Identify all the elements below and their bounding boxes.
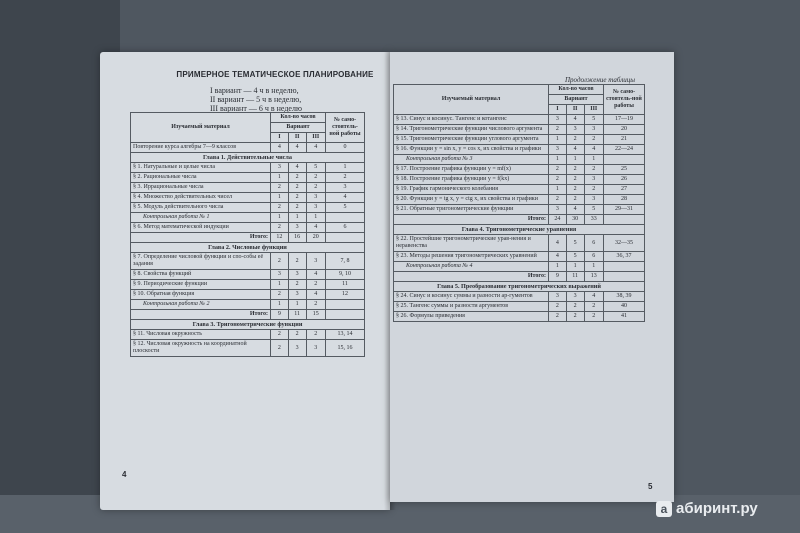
topic-cell: § 20. Функции y = tg x, y = ctg x, их свойства и графики xyxy=(394,195,549,205)
hours-v3: 2 xyxy=(306,300,325,310)
planning-table-right xyxy=(393,84,645,322)
hours-v3: 3 xyxy=(584,195,603,205)
chapter-row xyxy=(131,153,365,163)
hours-v1: 2 xyxy=(271,290,289,300)
chapter-row xyxy=(394,225,645,235)
hours-v2: 4 xyxy=(566,145,584,155)
table-row xyxy=(394,175,645,185)
self-work-number: 26 xyxy=(604,175,645,185)
hours-v3: 2 xyxy=(306,183,325,193)
hours-v1: 1 xyxy=(549,262,567,272)
self-work-number: 15, 16 xyxy=(326,340,365,357)
table-row xyxy=(394,125,645,135)
hours-v3: 4 xyxy=(306,223,325,233)
topic-cell: § 7. Определение числовой функции и спо-собы её задания xyxy=(131,253,271,270)
variant-line: III вариант — 6 ч в неделю xyxy=(210,104,302,113)
hours-v3: 6 xyxy=(584,252,603,262)
self-work-number xyxy=(326,233,365,243)
self-work-number xyxy=(604,155,645,165)
self-work-number: 38, 39 xyxy=(604,292,645,302)
hours-v3: 2 xyxy=(306,280,325,290)
header-v1: I xyxy=(549,105,567,115)
topic-cell: § 8. Свойства функций xyxy=(131,270,271,280)
topic-cell: § 14. Тригонометрические функции числового аргумента xyxy=(394,125,549,135)
header-hours: Кол-во часов xyxy=(549,85,604,95)
header-v2: II xyxy=(288,133,306,143)
hours-v2: 2 xyxy=(288,280,306,290)
self-work-number: 9, 10 xyxy=(326,270,365,280)
variants-list xyxy=(210,86,302,113)
hours-v2: 2 xyxy=(566,135,584,145)
self-work-number: 3 xyxy=(326,183,365,193)
hours-v3: 5 xyxy=(306,163,325,173)
self-work-number xyxy=(604,272,645,282)
topic-cell: § 26. Формулы приведения xyxy=(394,312,549,322)
total-row xyxy=(131,233,365,243)
hours-v3: 1 xyxy=(306,213,325,223)
hours-v2: 2 xyxy=(288,253,306,270)
hours-v3: 1 xyxy=(584,262,603,272)
hours-v1: 2 xyxy=(549,175,567,185)
table-row xyxy=(394,135,645,145)
total-row xyxy=(131,310,365,320)
chapter-title: Глава 2. Числовые функции xyxy=(131,243,365,253)
hours-v1: 3 xyxy=(549,115,567,125)
table-row xyxy=(394,145,645,155)
page-title: ПРИМЕРНОЕ ТЕМАТИЧЕСКОЕ ПЛАНИРОВАНИЕ xyxy=(176,70,374,79)
hours-v2: 1 xyxy=(566,155,584,165)
topic-cell: § 9. Периодические функции xyxy=(131,280,271,290)
hours-v1: 2 xyxy=(271,223,289,233)
hours-v1: 9 xyxy=(549,272,567,282)
topic-cell: Итого: xyxy=(394,215,549,225)
self-work-number: 6 xyxy=(326,223,365,233)
topic-cell: Итого: xyxy=(131,310,271,320)
self-work-number: 20 xyxy=(604,125,645,135)
topic-cell: § 19. График гармонического колебания xyxy=(394,185,549,195)
table-row xyxy=(394,235,645,252)
header-material: Изучаемый материал xyxy=(131,113,271,143)
hours-v2: 2 xyxy=(288,330,306,340)
hours-v3: 3 xyxy=(584,175,603,185)
table-row xyxy=(131,183,365,193)
self-work-number: 28 xyxy=(604,195,645,205)
self-work-number xyxy=(326,213,365,223)
self-work-number: 40 xyxy=(604,302,645,312)
topic-cell: § 11. Числовая окружность xyxy=(131,330,271,340)
hours-v1: 2 xyxy=(271,253,289,270)
topic-cell: § 23. Методы решения тригонометрических уравнений xyxy=(394,252,549,262)
hours-v3: 3 xyxy=(306,253,325,270)
hours-v1: 1 xyxy=(549,135,567,145)
hours-v3: 6 xyxy=(584,235,603,252)
topic-cell: Повторение курса алгебры 7—9 классов xyxy=(131,143,271,153)
self-work-number: 41 xyxy=(604,312,645,322)
hours-v1: 2 xyxy=(549,195,567,205)
topic-cell: Контрольная работа № 3 xyxy=(394,155,549,165)
topic-cell: § 4. Множество действительных чисел xyxy=(131,193,271,203)
hours-v3: 4 xyxy=(584,145,603,155)
hours-v2: 3 xyxy=(566,125,584,135)
hours-v3: 5 xyxy=(584,115,603,125)
hours-v1: 9 xyxy=(271,310,289,320)
chapter-title: Глава 5. Преобразование тригонометрических выражений xyxy=(394,282,645,292)
hours-v3: 4 xyxy=(306,143,325,153)
hours-v1: 12 xyxy=(271,233,289,243)
hours-v3: 13 xyxy=(584,272,603,282)
hours-v1: 2 xyxy=(271,203,289,213)
topic-cell: § 18. Построение графика функции y = f(kx) xyxy=(394,175,549,185)
topic-cell: Контрольная работа № 2 xyxy=(131,300,271,310)
hours-v1: 3 xyxy=(271,270,289,280)
hours-v2: 16 xyxy=(288,233,306,243)
self-work-number: 11 xyxy=(326,280,365,290)
table-row xyxy=(394,302,645,312)
topic-cell: Итого: xyxy=(394,272,549,282)
hours-v1: 2 xyxy=(549,125,567,135)
variant-line: II вариант — 5 ч в неделю, xyxy=(210,95,302,104)
header-variant: Вариант xyxy=(271,123,326,133)
table-row xyxy=(131,253,365,270)
header-material: Изучаемый материал xyxy=(394,85,549,115)
hours-v1: 2 xyxy=(271,330,289,340)
hours-v2: 1 xyxy=(288,213,306,223)
right-page xyxy=(390,52,674,502)
planning-table-left xyxy=(130,112,365,357)
header-v1: I xyxy=(271,133,289,143)
topic-cell: Контрольная работа № 1 xyxy=(131,213,271,223)
header-self-work: № само-стоятель-ной работы xyxy=(326,113,365,143)
self-work-number: 1 xyxy=(326,163,365,173)
table-row xyxy=(131,143,365,153)
hours-v2: 2 xyxy=(566,185,584,195)
hours-v2: 2 xyxy=(566,175,584,185)
hours-v2: 5 xyxy=(566,235,584,252)
topic-cell: § 13. Синус и косинус. Тангенс и котангенс xyxy=(394,115,549,125)
chapter-row xyxy=(394,282,645,292)
self-work-number: 7, 8 xyxy=(326,253,365,270)
page-number: 4 xyxy=(122,470,127,479)
topic-cell: § 1. Натуральные и целые числа xyxy=(131,163,271,173)
hours-v3: 2 xyxy=(306,173,325,183)
table-row xyxy=(131,203,365,213)
table-row xyxy=(131,270,365,280)
hours-v2: 1 xyxy=(288,300,306,310)
topic-cell: Итого: xyxy=(131,233,271,243)
table-row xyxy=(131,280,365,290)
watermark-text: абиринт.ру xyxy=(676,500,758,517)
self-work-number: 2 xyxy=(326,173,365,183)
control-work-row xyxy=(394,155,645,165)
header-v3: III xyxy=(584,105,603,115)
control-work-row xyxy=(394,262,645,272)
table-row xyxy=(394,252,645,262)
hours-v1: 4 xyxy=(549,252,567,262)
self-work-number xyxy=(326,300,365,310)
hours-v2: 4 xyxy=(566,115,584,125)
chapter-title: Глава 4. Тригонометрические уравнения xyxy=(394,225,645,235)
topic-cell: § 17. Построение графика функции y = mf(x) xyxy=(394,165,549,175)
hours-v1: 3 xyxy=(549,205,567,215)
table-row xyxy=(131,330,365,340)
page-number: 5 xyxy=(648,482,653,491)
hours-v2: 2 xyxy=(566,312,584,322)
topic-cell: § 24. Синус и косинус суммы и разности ар-гументов xyxy=(394,292,549,302)
left-page xyxy=(100,52,390,510)
self-work-number: 32—35 xyxy=(604,235,645,252)
chapter-title: Глава 1. Действительные числа xyxy=(131,153,365,163)
hours-v2: 2 xyxy=(566,302,584,312)
header-variant: Вариант xyxy=(549,95,604,105)
hours-v3: 1 xyxy=(584,155,603,165)
watermark-logo-icon: a xyxy=(656,501,672,517)
hours-v3: 15 xyxy=(306,310,325,320)
chapter-row xyxy=(131,243,365,253)
hours-v3: 2 xyxy=(584,312,603,322)
hours-v2: 5 xyxy=(566,252,584,262)
topic-cell: § 6. Метод математической индукции xyxy=(131,223,271,233)
topic-cell: § 22. Простейшие тригонометрические урав-нения и неравенства xyxy=(394,235,549,252)
self-work-number: 17—19 xyxy=(604,115,645,125)
hours-v1: 1 xyxy=(271,300,289,310)
table-row xyxy=(131,290,365,300)
table-row xyxy=(131,223,365,233)
hours-v1: 2 xyxy=(549,165,567,175)
table-row xyxy=(394,292,645,302)
hours-v2: 1 xyxy=(566,262,584,272)
table-row xyxy=(394,185,645,195)
hours-v3: 4 xyxy=(306,290,325,300)
hours-v3: 2 xyxy=(584,165,603,175)
hours-v1: 2 xyxy=(271,340,289,357)
table-row xyxy=(131,163,365,173)
watermark xyxy=(656,500,758,517)
header-hours: Кол-во часов xyxy=(271,113,326,123)
table-row xyxy=(131,193,365,203)
self-work-number: 21 xyxy=(604,135,645,145)
hours-v3: 4 xyxy=(306,270,325,280)
self-work-number xyxy=(604,215,645,225)
hours-v3: 3 xyxy=(306,203,325,213)
hours-v3: 5 xyxy=(584,205,603,215)
chapter-title: Глава 3. Тригонометрические функции xyxy=(131,320,365,330)
hours-v2: 2 xyxy=(288,183,306,193)
hours-v3: 2 xyxy=(584,302,603,312)
hours-v1: 2 xyxy=(271,183,289,193)
hours-v2: 11 xyxy=(566,272,584,282)
hours-v2: 11 xyxy=(288,310,306,320)
hours-v1: 3 xyxy=(549,292,567,302)
control-work-row xyxy=(131,300,365,310)
self-work-number: 27 xyxy=(604,185,645,195)
hours-v2: 4 xyxy=(566,205,584,215)
hours-v2: 3 xyxy=(288,340,306,357)
topic-cell: § 25. Тангенс суммы и разности аргументов xyxy=(394,302,549,312)
hours-v1: 1 xyxy=(549,185,567,195)
hours-v2: 3 xyxy=(288,270,306,280)
hours-v3: 3 xyxy=(306,340,325,357)
hours-v3: 2 xyxy=(584,135,603,145)
table-row xyxy=(131,340,365,357)
hours-v1: 4 xyxy=(549,235,567,252)
hours-v2: 3 xyxy=(566,292,584,302)
hours-v1: 2 xyxy=(549,302,567,312)
control-work-row xyxy=(131,213,365,223)
hours-v1: 3 xyxy=(549,145,567,155)
self-work-number: 29—31 xyxy=(604,205,645,215)
total-row xyxy=(394,272,645,282)
hours-v2: 4 xyxy=(288,143,306,153)
hours-v1: 1 xyxy=(271,280,289,290)
chapter-row xyxy=(131,320,365,330)
hours-v3: 3 xyxy=(584,125,603,135)
hours-v3: 2 xyxy=(306,330,325,340)
topic-cell: § 3. Иррациональные числа xyxy=(131,183,271,193)
hours-v2: 4 xyxy=(288,163,306,173)
hours-v1: 4 xyxy=(271,143,289,153)
table-row xyxy=(394,195,645,205)
self-work-number xyxy=(326,310,365,320)
hours-v2: 3 xyxy=(288,290,306,300)
hours-v3: 4 xyxy=(584,292,603,302)
hours-v1: 1 xyxy=(271,173,289,183)
hours-v2: 2 xyxy=(566,165,584,175)
header-self-work: № само-стоятель-ной работы xyxy=(604,85,645,115)
topic-cell: § 10. Обратная функция xyxy=(131,290,271,300)
self-work-number: 12 xyxy=(326,290,365,300)
topic-cell: § 21. Обратные тригонометрические функции xyxy=(394,205,549,215)
topic-cell: § 15. Тригонометрические функции углового аргумента xyxy=(394,135,549,145)
hours-v1: 2 xyxy=(549,312,567,322)
header-v3: III xyxy=(306,133,325,143)
hours-v2: 2 xyxy=(288,193,306,203)
hours-v3: 2 xyxy=(584,185,603,195)
table-row xyxy=(394,165,645,175)
table-row xyxy=(394,312,645,322)
topic-cell: Контрольная работа № 4 xyxy=(394,262,549,272)
hours-v1: 24 xyxy=(549,215,567,225)
table-row xyxy=(394,115,645,125)
hours-v3: 3 xyxy=(306,193,325,203)
hours-v3: 20 xyxy=(306,233,325,243)
hours-v2: 30 xyxy=(566,215,584,225)
hours-v2: 2 xyxy=(288,173,306,183)
hours-v2: 2 xyxy=(566,195,584,205)
self-work-number: 36, 37 xyxy=(604,252,645,262)
table-row xyxy=(131,173,365,183)
table-row xyxy=(394,205,645,215)
self-work-number: 5 xyxy=(326,203,365,213)
topic-cell: § 12. Числовая окружность на координатной плоскости xyxy=(131,340,271,357)
hours-v1: 1 xyxy=(271,193,289,203)
variant-line: I вариант — 4 ч в неделю, xyxy=(210,86,299,95)
continuation-label: Продолжение таблицы xyxy=(565,76,636,84)
topic-cell: § 2. Рациональные числа xyxy=(131,173,271,183)
topic-cell: § 16. Функции y = sin x, y = cos x, их свойства и графики xyxy=(394,145,549,155)
hours-v2: 3 xyxy=(288,223,306,233)
hours-v1: 3 xyxy=(271,163,289,173)
hours-v1: 1 xyxy=(549,155,567,165)
self-work-number: 22—24 xyxy=(604,145,645,155)
self-work-number: 0 xyxy=(326,143,365,153)
self-work-number: 4 xyxy=(326,193,365,203)
header-v2: II xyxy=(566,105,584,115)
total-row xyxy=(394,215,645,225)
self-work-number: 25 xyxy=(604,165,645,175)
hours-v3: 33 xyxy=(584,215,603,225)
self-work-number: 13, 14 xyxy=(326,330,365,340)
hours-v2: 2 xyxy=(288,203,306,213)
topic-cell: § 5. Модуль действительного числа xyxy=(131,203,271,213)
self-work-number xyxy=(604,262,645,272)
hours-v1: 1 xyxy=(271,213,289,223)
